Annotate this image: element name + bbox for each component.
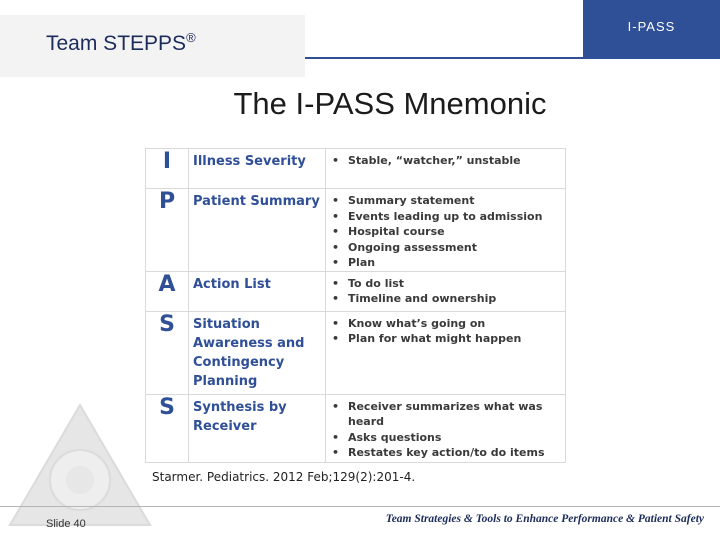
table-row	[146, 271, 566, 311]
row-items	[326, 271, 566, 311]
row-items	[326, 311, 566, 394]
footer-rule	[0, 506, 720, 507]
row-label: Action List	[189, 271, 326, 311]
row-items	[326, 149, 566, 189]
brand-logo-text	[46, 30, 196, 56]
list-item: • Timeline and ownership	[332, 291, 565, 307]
ipass-table	[145, 148, 566, 463]
list-item: • Plan for what might happen	[332, 331, 565, 347]
header-rule	[305, 57, 720, 59]
list-item: • Summary statement	[332, 193, 565, 209]
row-label: Situation Awareness and Contingency Planning	[189, 311, 326, 394]
table-row	[146, 149, 566, 189]
row-items	[326, 394, 566, 462]
row-label: Illness Severity	[189, 149, 326, 189]
brand-name: Team STEPPS	[46, 32, 187, 55]
row-label: Synthesis by Receiver	[189, 394, 326, 462]
row-letter: S	[146, 311, 189, 394]
row-letter: A	[146, 271, 189, 311]
slide-title: The I-PASS Mnemonic	[233, 86, 547, 121]
row-items	[326, 189, 566, 272]
list-item: • Receiver summarizes what was heard	[332, 399, 565, 430]
table-row	[146, 311, 566, 394]
list-item: • Hospital course	[332, 224, 565, 240]
slide-number: Slide 40	[46, 518, 86, 530]
registered-mark: ®	[186, 30, 196, 45]
footer-tagline: Team Strategies & Tools to Enhance Performance & Patient Safety	[385, 513, 704, 525]
row-letter: I	[146, 149, 189, 189]
list-item: • Asks questions	[332, 430, 565, 446]
citation: Starmer. Pediatrics. 2012 Feb;129(2):201-4.	[152, 470, 416, 484]
table-row	[146, 394, 566, 462]
triangle-emblem-icon	[5, 400, 155, 530]
row-letter: S	[146, 394, 189, 462]
list-item: • To do list	[332, 276, 565, 292]
list-item: • Ongoing assessment	[332, 240, 565, 256]
section-tag: I-PASS	[583, 0, 720, 57]
row-label: Patient Summary	[189, 189, 326, 272]
list-item: • Know what’s going on	[332, 316, 565, 332]
list-item: • Events leading up to admission	[332, 209, 565, 225]
row-letter: P	[146, 189, 189, 272]
list-item: • Stable, “watcher,” unstable	[332, 153, 565, 169]
table-row	[146, 189, 566, 272]
list-item: • Restates key action/to do items	[332, 445, 565, 461]
list-item: • Plan	[332, 255, 565, 271]
